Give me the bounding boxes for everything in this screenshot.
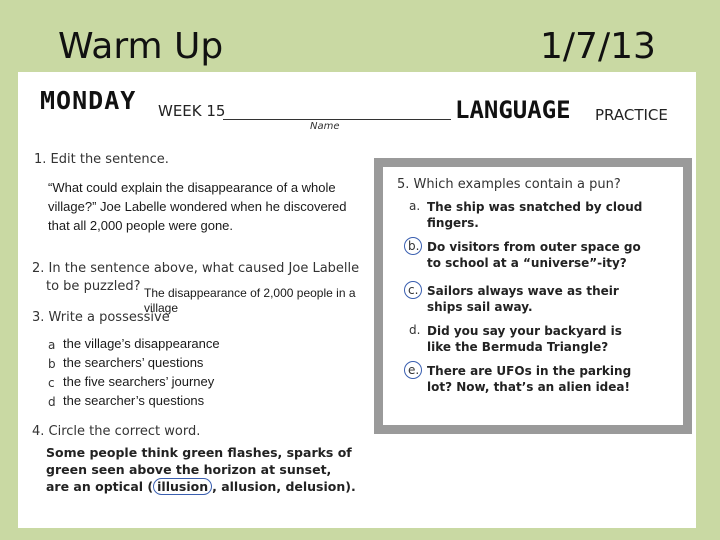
q4-comma: , — [276, 479, 282, 494]
q3-letter: d — [48, 395, 56, 409]
worksheet-week: WEEK 15 — [158, 102, 226, 120]
q4-open: ( — [147, 479, 154, 494]
q5-letter: e. — [408, 363, 420, 377]
q5-option: The ship was snatched by cloud fingers. — [427, 200, 643, 230]
q3-answers — [63, 334, 220, 410]
q5-letter: c. — [408, 283, 419, 297]
q3-letter: c — [48, 376, 55, 390]
q5-option: Did you say your backyard is like the Bermuda Triangle? — [427, 324, 622, 354]
q3-option: the village’s disappearance — [63, 336, 220, 351]
q5-option: Sailors always wave as their ships sail away. — [427, 284, 619, 314]
q3-letter: a — [48, 338, 56, 352]
worksheet-subject: LANGUAGE — [455, 96, 571, 124]
q2-prompt-line1: 2. In the sentence above, what caused Joe Labelle — [32, 261, 360, 276]
worksheet-practice: PRACTICE — [595, 106, 668, 124]
worksheet-scan — [18, 72, 696, 528]
q5-letter: d. — [409, 323, 421, 337]
q3-prompt: 3. Write a possessive — [32, 310, 170, 325]
q3-option: the five searchers’ journey — [63, 374, 215, 389]
q4-instruction: 4. Circle the correct word. — [32, 424, 201, 439]
slide-date: 1/7/13 — [540, 26, 656, 67]
worksheet-day: MONDAY — [40, 86, 137, 115]
q3-letter: b — [48, 357, 56, 371]
q4-sentence: Some people think green flashes, sparks of green seen above the horizon at sunset, are an optical — [46, 445, 352, 494]
q5-letter: b. — [408, 239, 420, 253]
q5-box — [374, 158, 692, 434]
q1-instruction: 1. Edit the sentence. — [34, 152, 169, 167]
q3-letters — [48, 336, 56, 412]
q4-text — [46, 444, 356, 495]
q4-close: ). — [345, 479, 356, 494]
q5-option: There are UFOs in the parking lot? Now, that’s an alien idea! — [427, 364, 632, 394]
q3-option: the searcher’s questions — [63, 393, 205, 408]
q5-option: Do visitors from outer space go to school at a “universe”-ity? — [427, 240, 641, 270]
name-line — [223, 119, 451, 120]
q4-choice: allusion — [221, 479, 277, 494]
q2-answer: The disappearance of 2,000 people in a village — [144, 286, 358, 316]
q2-prompt-line2: to be puzzled? — [46, 279, 141, 294]
name-label: Name — [310, 121, 340, 132]
q4-circled-choice: illusion — [153, 478, 212, 495]
q5-prompt: 5. Which examples contain a pun? — [397, 177, 621, 192]
q5-letter: a. — [409, 199, 421, 213]
slide-title: Warm Up — [58, 26, 224, 67]
q1-sentence: “What could explain the disappearance of a whole village?” Joe Labelle wondered when he discovered that all 2,000 people were gone. — [48, 180, 347, 233]
q3-option: the searchers’ questions — [63, 355, 204, 370]
q4-comma: , — [212, 479, 217, 494]
q4-choice: delusion — [285, 479, 346, 494]
